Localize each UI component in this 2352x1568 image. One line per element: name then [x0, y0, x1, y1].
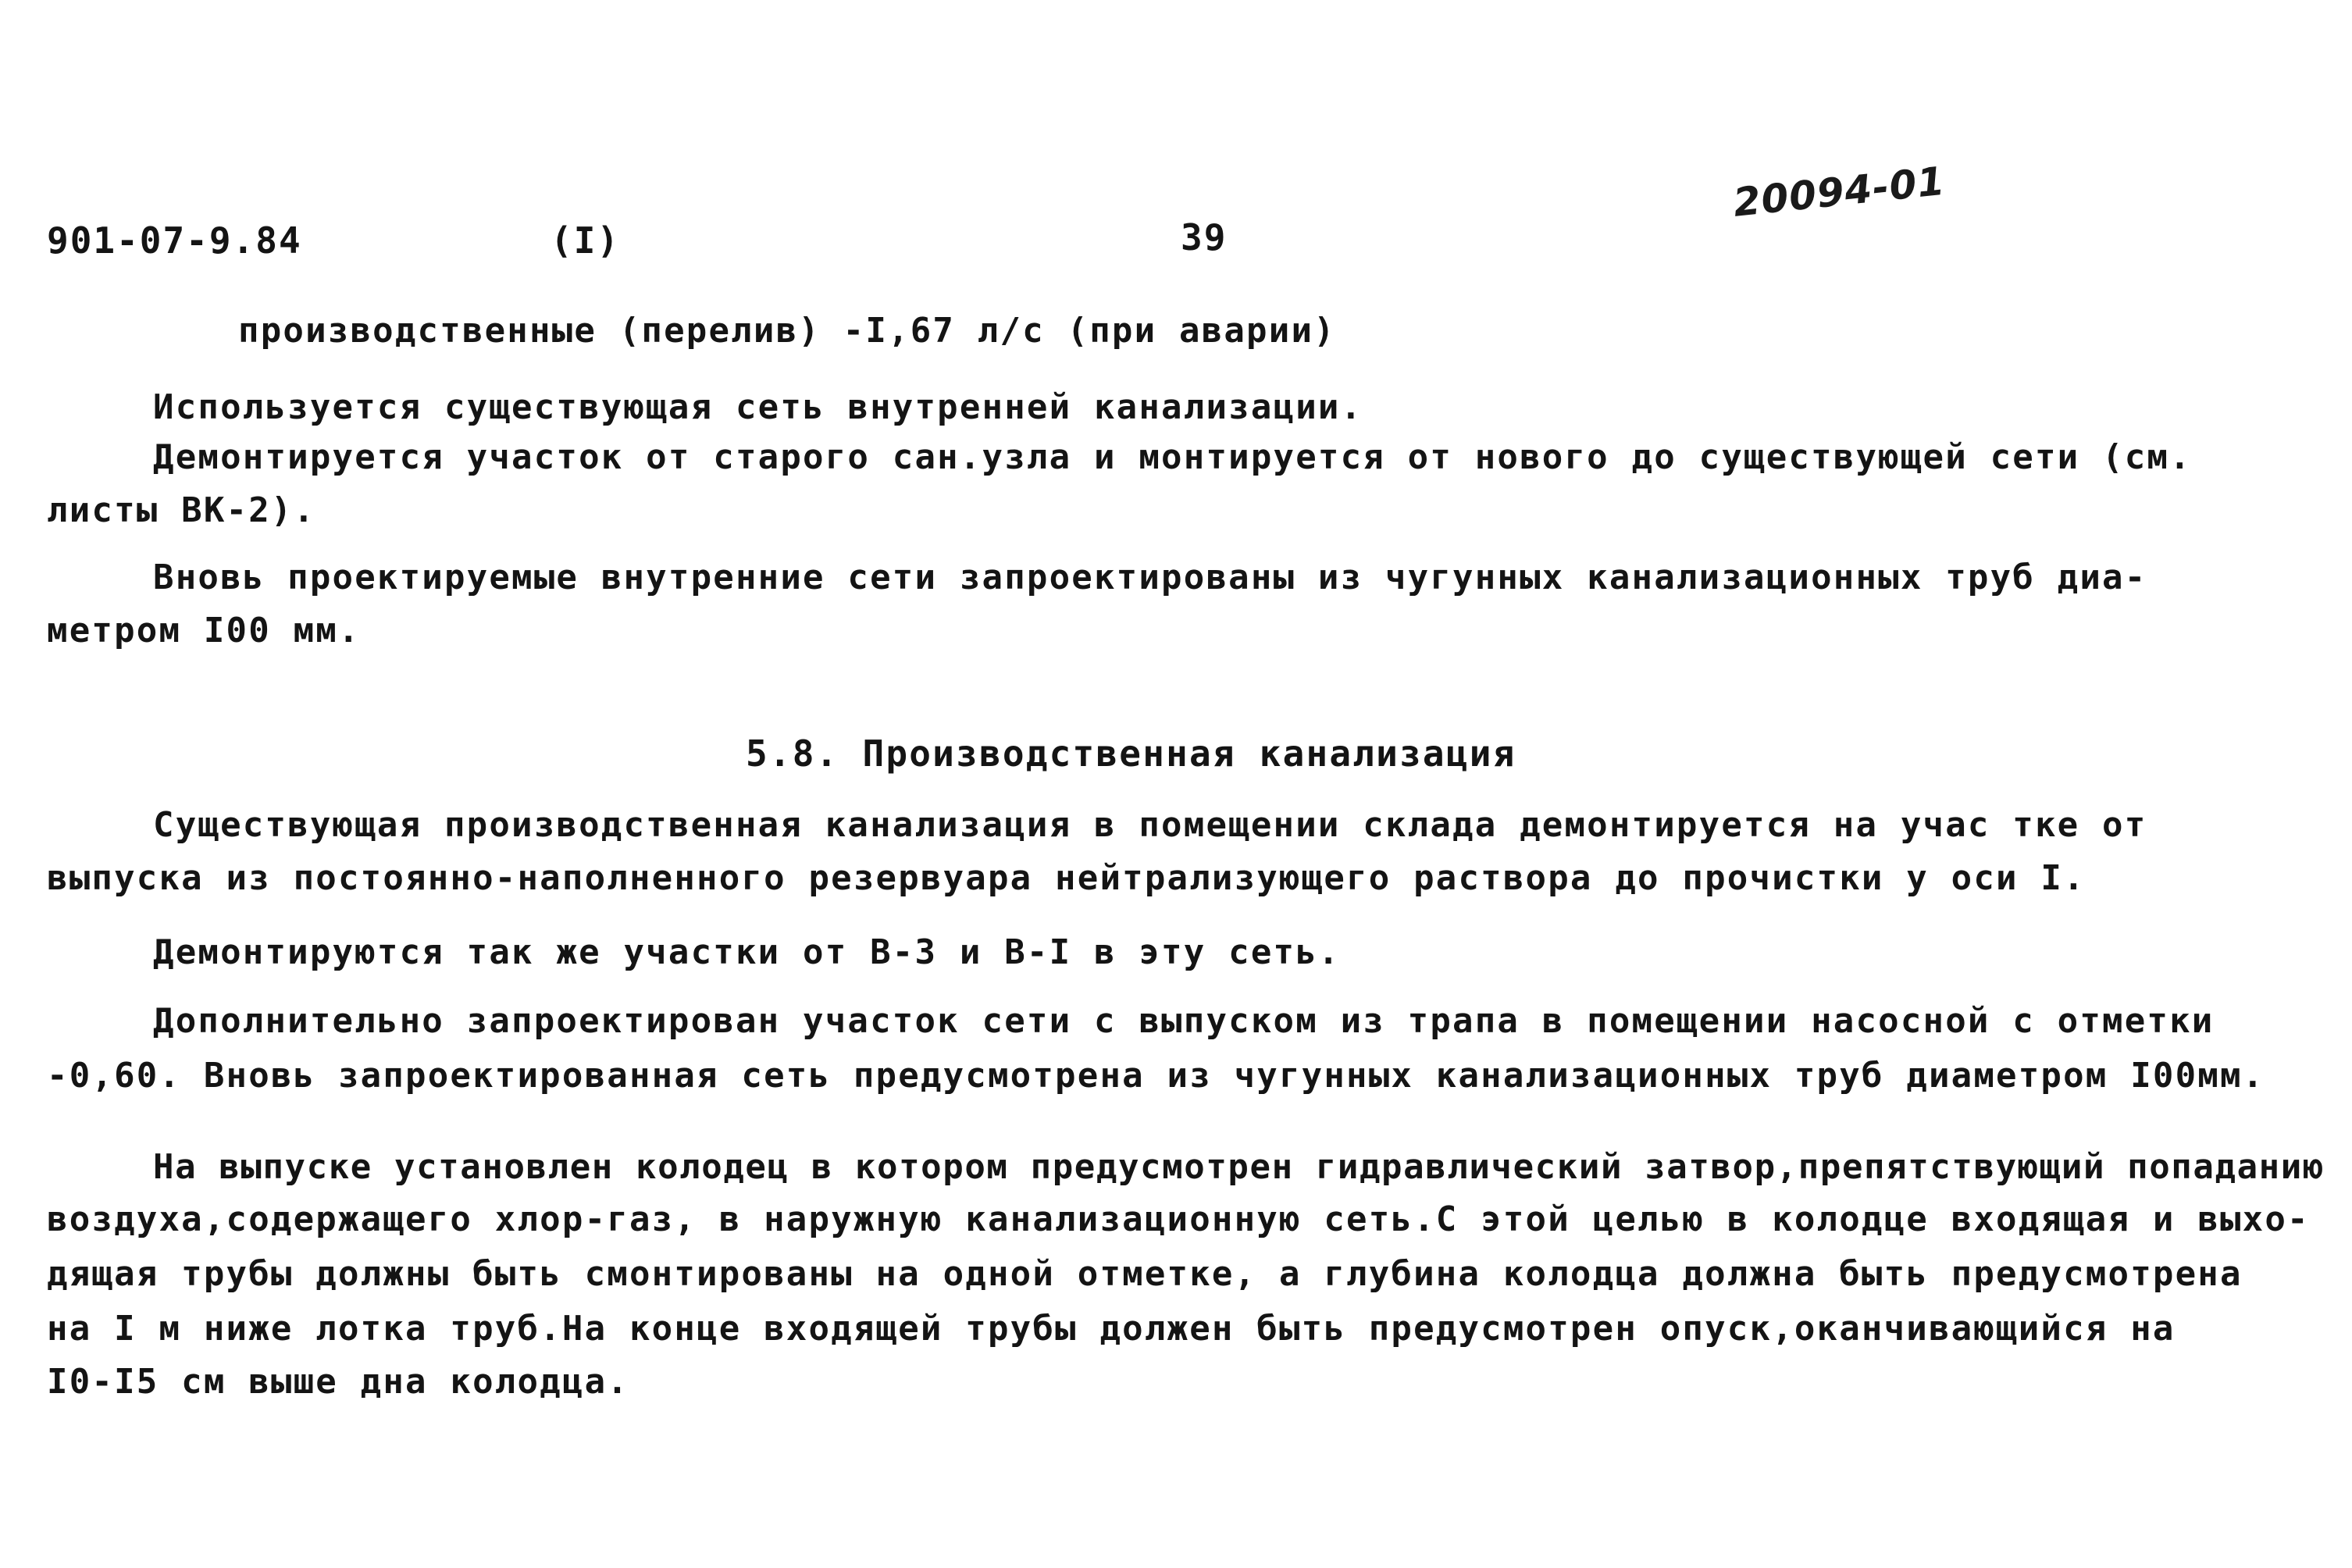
text-line: Вновь проектируемые внутренние сети запроектированы из чугунных канализационных труб диа- — [153, 558, 2147, 597]
text-line: Используется существующая сеть внутренней канализации. — [153, 387, 1363, 427]
text-line: На выпуске установлен колодец в котором предусмотрен гидравлический затвор,препятствующий попаданию — [153, 1147, 2325, 1187]
document-code: 901-07-9.84 — [47, 219, 302, 262]
text-line: Демонтируется участок от старого сан.узла и монтируется от нового до существующей сети (см. — [153, 437, 2192, 477]
handwritten-inventory-number: 20094-01 — [1730, 158, 1948, 226]
text-line: воздуха,содержащего хлор-газ, в наружную канализационную сеть.С этой целью в колодце входящая и выхо- — [47, 1199, 2310, 1239]
text-line: Существующая производственная канализация в помещении склада демонтируется на учас тке от — [153, 805, 2147, 845]
section-title: 5.8. Производственная канализация — [746, 732, 1516, 775]
album-number: (I) — [551, 219, 621, 262]
text-line: выпуска из постоянно-наполненного резервуара нейтрализующего раствора до прочистки у оси I. — [47, 858, 2086, 898]
text-line: метром I00 мм. — [47, 611, 361, 650]
text-line: дящая трубы должны быть смонтированы на одной отметке, а глубина колодца должна быть предусмотрена — [47, 1254, 2243, 1294]
text-line: производственные (перелив) -I,67 л/с (при аварии) — [238, 311, 1336, 351]
text-line: листы ВК-2). — [47, 490, 316, 530]
text-line: I0-I5 см выше дна колодца. — [47, 1362, 629, 1402]
text-line: -0,60. Вновь запроектированная сеть предусмотрена из чугунных канализационных труб диаметром I00мм. — [47, 1056, 2265, 1096]
page-number: 39 — [1181, 216, 1228, 258]
text-line: Демонтируются так же участки от В-3 и В-I в эту сеть. — [153, 932, 1341, 972]
text-line: Дополнительно запроектирован участок сети с выпуском из трапа в помещении насосной с отметки — [153, 1001, 2215, 1041]
text-line: на I м ниже лотка труб.На конце входящей трубы должен быть предусмотрен опуск,оканчивающийся на — [47, 1309, 2176, 1349]
